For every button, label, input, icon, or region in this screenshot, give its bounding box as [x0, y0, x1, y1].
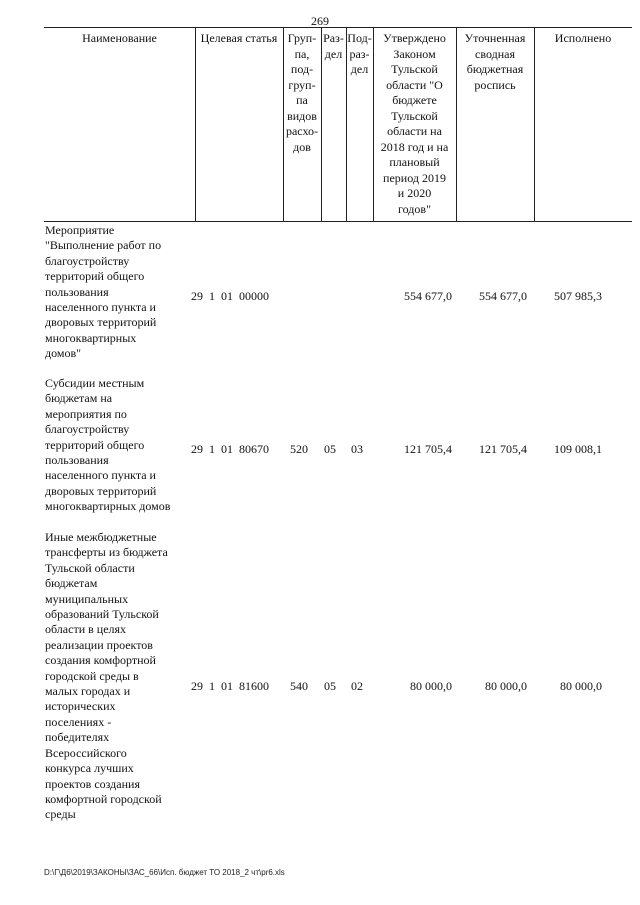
- row-refined: 121 705,4: [479, 442, 527, 456]
- table-row: [0, 530, 640, 840]
- row-target: 29 1 01 81600: [191, 679, 269, 693]
- row-target: 29 1 01 00000: [191, 289, 269, 303]
- row-group: 540: [290, 679, 308, 693]
- row-target: 29 1 01 80670: [191, 442, 269, 456]
- page-number: 269: [311, 14, 329, 28]
- table-row: [0, 221, 640, 371]
- row-name: Субсидии местным бюджетам на мероприятия по благоустройству территорий общего пользования населенного пункта и дворовых территорий многоквартирных домов: [45, 376, 171, 514]
- header-subsection: Под- раз- дел: [347, 31, 372, 76]
- header-target: Целевая статья: [200, 31, 278, 45]
- row-section: 05: [324, 679, 336, 693]
- file-path-footer: D:\Г\Д6\2019\ЗАКОНЫ\ЗАС_66\Исп. бюджет ТО 2018_2 чт\pr6.xls: [44, 868, 285, 877]
- row-executed: 109 008,1: [554, 442, 602, 456]
- header-refined: Уточненная сводная бюджетная роспись: [464, 31, 526, 92]
- row-section: 05: [324, 442, 336, 456]
- row-refined: 554 677,0: [479, 289, 527, 303]
- row-approved: 554 677,0: [404, 289, 452, 303]
- header-executed: Исполнено: [554, 31, 612, 45]
- row-approved: 121 705,4: [404, 442, 452, 456]
- row-name: Мероприятие "Выполнение работ по благоустройству территорий общего пользования населенного пункта и дворовых территорий многоквартирных домов": [45, 223, 162, 361]
- row-executed: 507 985,3: [554, 289, 602, 303]
- table-row: [0, 376, 640, 526]
- header-name: Наименование: [82, 31, 157, 45]
- header-approved: Утверждено Законом Тульской области "О бюджете Тульской области на 2018 год и на плановый период 2019 и 2020 годов": [380, 31, 449, 216]
- header-section: Раз- дел: [323, 31, 344, 61]
- row-refined: 80 000,0: [485, 679, 527, 693]
- row-name: Иные межбюджетные трансферты из бюджета Тульской области бюджетам муниципальных образований Тульской области в целях реализации проектов создания комфортной городской среды в малых городах и исторических поселениях - победителях Всероссийского конкурса лучших проектов создания комфортной городской среды: [45, 530, 168, 822]
- header-group: Груп- па, под- груп- па видов расхо- дов: [285, 31, 319, 154]
- row-subsection: 03: [351, 442, 363, 456]
- row-approved: 80 000,0: [410, 679, 452, 693]
- row-subsection: 02: [351, 679, 363, 693]
- table-header: [44, 27, 632, 222]
- row-executed: 80 000,0: [560, 679, 602, 693]
- row-group: 520: [290, 442, 308, 456]
